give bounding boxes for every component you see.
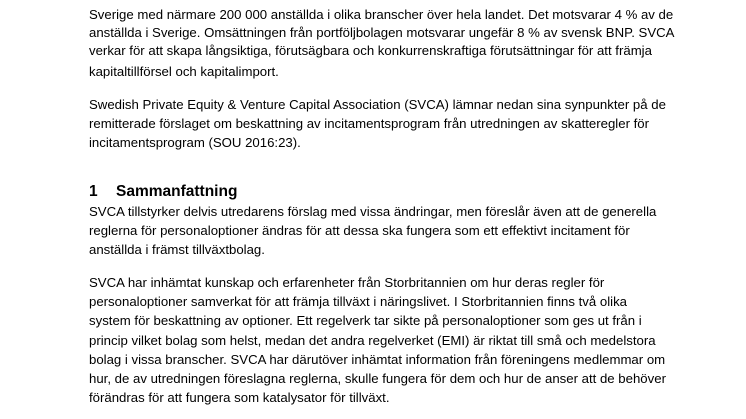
- uk-paragraph-line: personaloptioner samverkat för att främja tillväxt i näringslivet. I Storbritannien finns två olika: [89, 294, 628, 309]
- paragraph-line: incitamentsprogram (SOU 2016:23).: [89, 135, 301, 150]
- intro-line: anställda i Sverige. Omsättningen från portföljbolagen motsvarar ungefär 8 % av svensk BNP. SVCA: [89, 25, 675, 40]
- intro-line: kapitaltillförsel och kapitalimport.: [89, 64, 279, 79]
- section-title: Sammanfattning: [116, 183, 238, 200]
- intro-line: Sverige med närmare 200 000 anställda i olika branscher över hela landet. Det motsvarar 4 % av de: [89, 7, 674, 22]
- intro-line: verkar för att skapa långsiktiga, förutsägbara och konkurrenskraftiga förutsättningar för att främja: [89, 43, 652, 58]
- summary-line: anställda i främst tillväxtbolag.: [89, 242, 265, 257]
- uk-paragraph-line: princip vilket bolag som helst, medan det andra regelverket (EMI) är riktat till små och medelstora: [89, 333, 656, 348]
- section-heading: [89, 182, 237, 202]
- uk-paragraph-line: hur, de av utredningen föreslagna reglerna, skulle fungera för dem och hur de anser att de behöver: [89, 371, 666, 386]
- uk-paragraph-line: bolag i vissa branscher. SVCA har därutöver inhämtat information från föreningens medlemmar om: [89, 352, 666, 367]
- uk-paragraph-line: förändras för att fungera som katalysator för tillväxt.: [89, 390, 390, 405]
- section-number: 1: [89, 183, 98, 200]
- summary-line: SVCA tillstyrker delvis utredarens förslag med vissa ändringar, men föreslår även att de generella: [89, 204, 657, 219]
- paragraph-line: remitterade förslaget om beskattning av incitamentsprogram från utredningen av skatteregler för: [89, 116, 650, 131]
- paragraph-line: Swedish Private Equity & Venture Capital Association (SVCA) lämnar nedan sina synpunkter på de: [89, 97, 666, 112]
- uk-paragraph-line: system för beskattning av optioner. Ett regelverk tar sikte på personaloptioner som ges ut från i: [89, 313, 642, 328]
- uk-paragraph-line: SVCA har inhämtat kunskap och erfarenheter från Storbritannien om hur deras regler för: [89, 275, 605, 290]
- summary-line: reglerna för personaloptioner ändras för att dessa ska fungera som ett effektivt incitament för: [89, 223, 630, 238]
